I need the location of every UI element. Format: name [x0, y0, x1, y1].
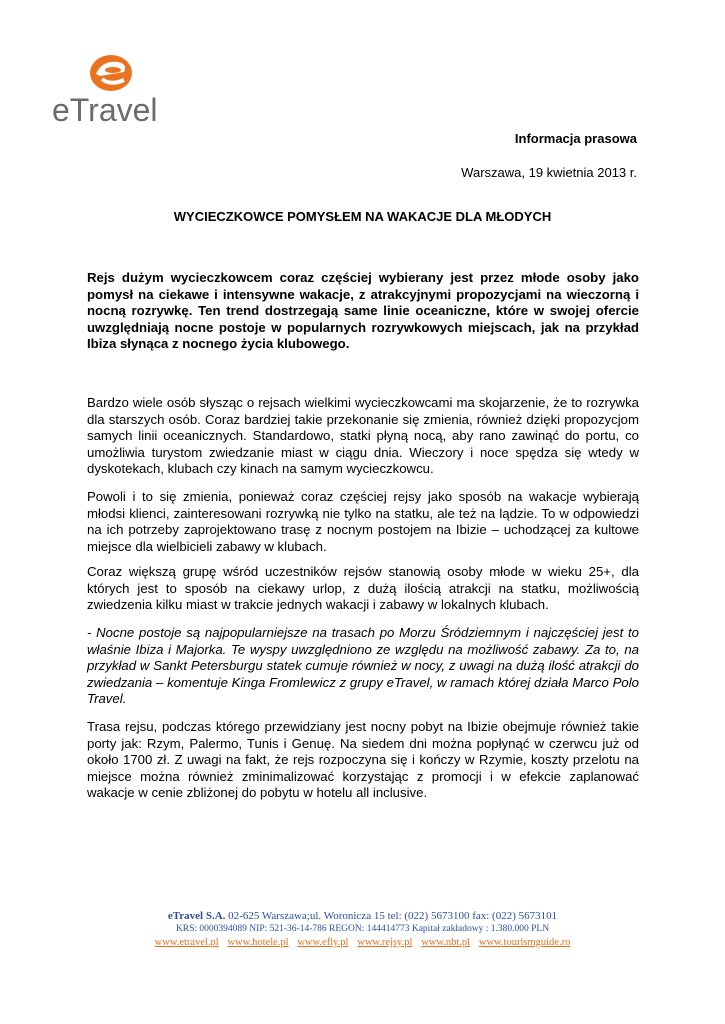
footer-links [0, 936, 725, 949]
footer-link[interactable]: www.tourismguide.ro [478, 937, 571, 948]
footer-link[interactable]: www.rejsy.pl [357, 937, 413, 948]
press-release-label: Informacja prasowa [514, 131, 637, 146]
lead-paragraph: Rejs dużym wycieczkowcem coraz częściej wybierany jest przez młode osoby jako pomysł na ciekawe i intensywne wakacje, z atrakcyjnymi propozycjami na wieczorną i nocną rozrywkę. Ten trend dostrzegają same linie oceaniczne, które w swojej ofercie uwzględniają nocne postoje w popularnych rozrywkowych miejscach, jak na przykład Ibiza słynąca z nocnego życia klubowego. [87, 270, 639, 352]
footer-link[interactable]: www.nbt.pl [421, 937, 471, 948]
footer-registry: KRS: 0000394089 NIP: 521-36-14-786 REGON: 144414773 Kapitał zakładowy : 1.380.000 PLN [175, 924, 550, 934]
body-paragraph: Powoli i to się zmienia, ponieważ coraz częściej rejsy jako sposób na wakacje wybierają młodsi klienci, zainteresowani rozrywką nie tylko na statku, ale też na lądzie. To w odpowiedzi na ich potrzeby zaprojektowano trasę z nocnym postojem na Ibizie – uchodzącej za kultowe miejsce dla wielbicieli zabawy w klubach. [87, 489, 639, 554]
body-paragraph: Coraz większą grupę wśród uczestników rejsów stanowią osoby młode w wieku 25+, dla których jest to sposób na ciekawy urlop, z dużą ilością atrakcji na statku, możliwością zwiedzenia kilku miast w trakcie jednych wakacji i zabawy w lokalnych klubach. [87, 564, 639, 613]
footer-address-line [0, 910, 725, 923]
dateline: Warszawa, 19 kwietnia 2013 r. [461, 165, 637, 180]
footer-link[interactable]: www.efly.pl [297, 937, 349, 948]
etravel-logo [52, 52, 168, 126]
footer-company: eTravel S.A. [167, 910, 226, 922]
footer-link[interactable]: www.etravel.pl [154, 937, 219, 948]
footer-link[interactable]: www.hotele.pl [227, 937, 289, 948]
quote-paragraph: - Nocne postoje są najpopularniejsze na trasach po Morzu Śródziemnym i najczęściej jest to właśnie Ibiza i Majorka. Te wyspy uwzględniono ze względu na możliwość zabawy. Za to, na przykład w Sankt Petersburgu statek cumuje również w nocy, z uwagi na dużą ilość atrakcji do zwiedzania – komentuje Kinga Fromlewicz z grupy eTravel, w ramach której działa Marco Polo Travel. [87, 625, 639, 707]
body-paragraph: Bardzo wiele osób słysząc o rejsach wielkimi wycieczkowcami ma skojarzenie, że to rozrywka dla starszych osób. Coraz bardziej takie przekonanie się zmienia, również dzięki propozycjom samych linii oceanicznych. Standardowo, statki płyną nocą, aby rano zawinąć do portu, co umożliwia turystom zwiedzanie miast w ciągu dnia. Wieczory i noce spędza się wtedy w dyskotekach, klubach czy kinach na samym wycieczkowcu. [87, 395, 639, 477]
logo-text: eTravel [52, 92, 158, 128]
footer [0, 910, 725, 949]
etravel-e-logo-icon [88, 52, 134, 94]
body-paragraph: Trasa rejsu, podczas którego przewidziany jest nocny pobyt na Ibizie obejmuje również takie porty jak: Rzym, Palermo, Tunis i Genuę. Na siedem dni można popłynąć w czerwcu już od około 1700 zł. Z uwagi na fakt, że rejs rozpoczyna się i kończy w Rzymie, koszty przelotu na miejsce można również zminimalizować korzystając z promocji i w efekcie zaplanować wakacje w cenie zbliżonej do pobytu w hotelu all inclusive. [87, 719, 639, 801]
headline: WYCIECZKOWCE POMYSŁEM NA WAKACJE DLA MŁODYCH [173, 209, 552, 224]
footer-address: 02-625 Warszawa;ul. Woronicza 15 tel: (022) 5673100 fax: (022) 5673101 [225, 910, 558, 922]
